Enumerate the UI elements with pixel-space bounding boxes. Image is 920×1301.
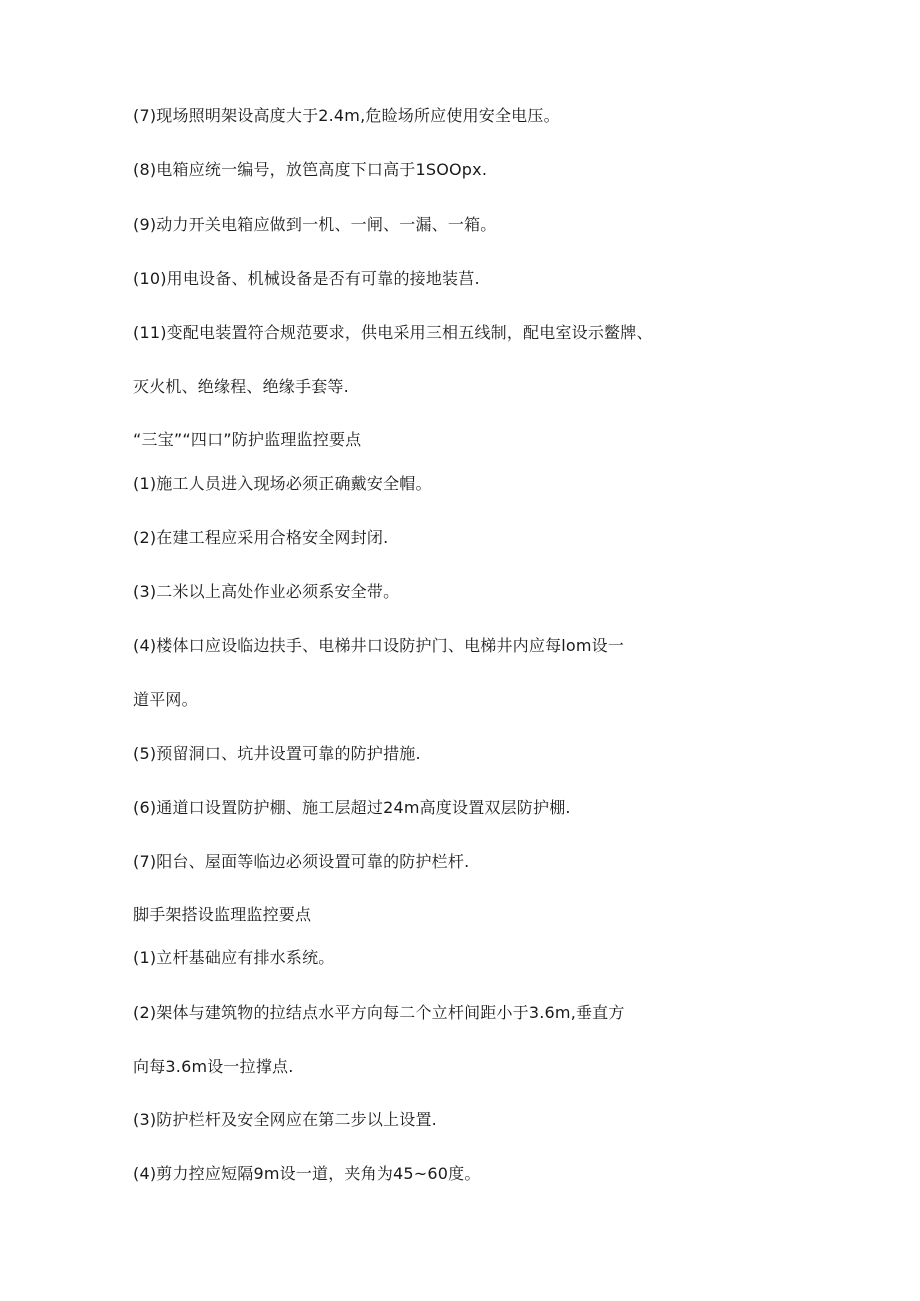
list-item: (3)二米以上高处作业必须系安全带。 bbox=[133, 582, 400, 601]
list-item: (9)动力开关电箱应做到一机、一闸、一漏、一箱。 bbox=[133, 215, 497, 234]
list-item: (11)变配电装置符合规范要求，供电采用三相五线制，配电室设示鳖牌、 bbox=[133, 323, 653, 342]
list-item: (4)剪力控应短隔9m设一道，夹角为45~60度。 bbox=[133, 1164, 481, 1183]
list-item: (1)施工人员进入现场必须正确戴安全帽。 bbox=[133, 474, 432, 493]
list-item: (5)预留洞口、坑井设置可靠的防护措施. bbox=[133, 744, 421, 763]
list-item: (3)防护栏杆及安全网应在第二步以上设置. bbox=[133, 1110, 437, 1129]
list-item: (1)立杆基础应有排水系统。 bbox=[133, 948, 335, 967]
list-item: (7)现场照明架设高度大于2.4m,危睑场所应使用安全电压。 bbox=[133, 106, 560, 125]
list-item-continuation: 向每3.6m设一拉撑点. bbox=[133, 1057, 294, 1076]
list-item: (4)楼体口应设临边扶手、电梯井口设防护门、电梯井内应每lom设一 bbox=[133, 636, 625, 655]
list-item: (7)阳台、屋面等临边必须设置可靠的防护栏杆. bbox=[133, 852, 470, 871]
list-item: (10)用电设备、机械设备是否有可靠的接地装莒. bbox=[133, 269, 480, 288]
list-item: (8)电箱应统一编号，放笆高度下口高于1SOOpx. bbox=[133, 160, 488, 179]
list-item-continuation: 道平网。 bbox=[133, 690, 198, 709]
section-heading-scaffolding: 脚手架搭设监理监控要点 bbox=[133, 905, 312, 924]
list-item: (6)通道口设置防护棚、施工层超过24m高度设置双层防护棚. bbox=[133, 798, 571, 817]
list-item: (2)在建工程应采用合格安全网封闭. bbox=[133, 528, 389, 547]
section-heading-safety-protection: “三宝”“四口”防护监理监控要点 bbox=[133, 430, 362, 449]
list-item: (2)架体与建筑物的拉结点水平方向每二个立杆间距小于3.6m,垂直方 bbox=[133, 1003, 625, 1022]
list-item-continuation: 灭火机、绝缘程、绝缘手套等. bbox=[133, 377, 349, 396]
